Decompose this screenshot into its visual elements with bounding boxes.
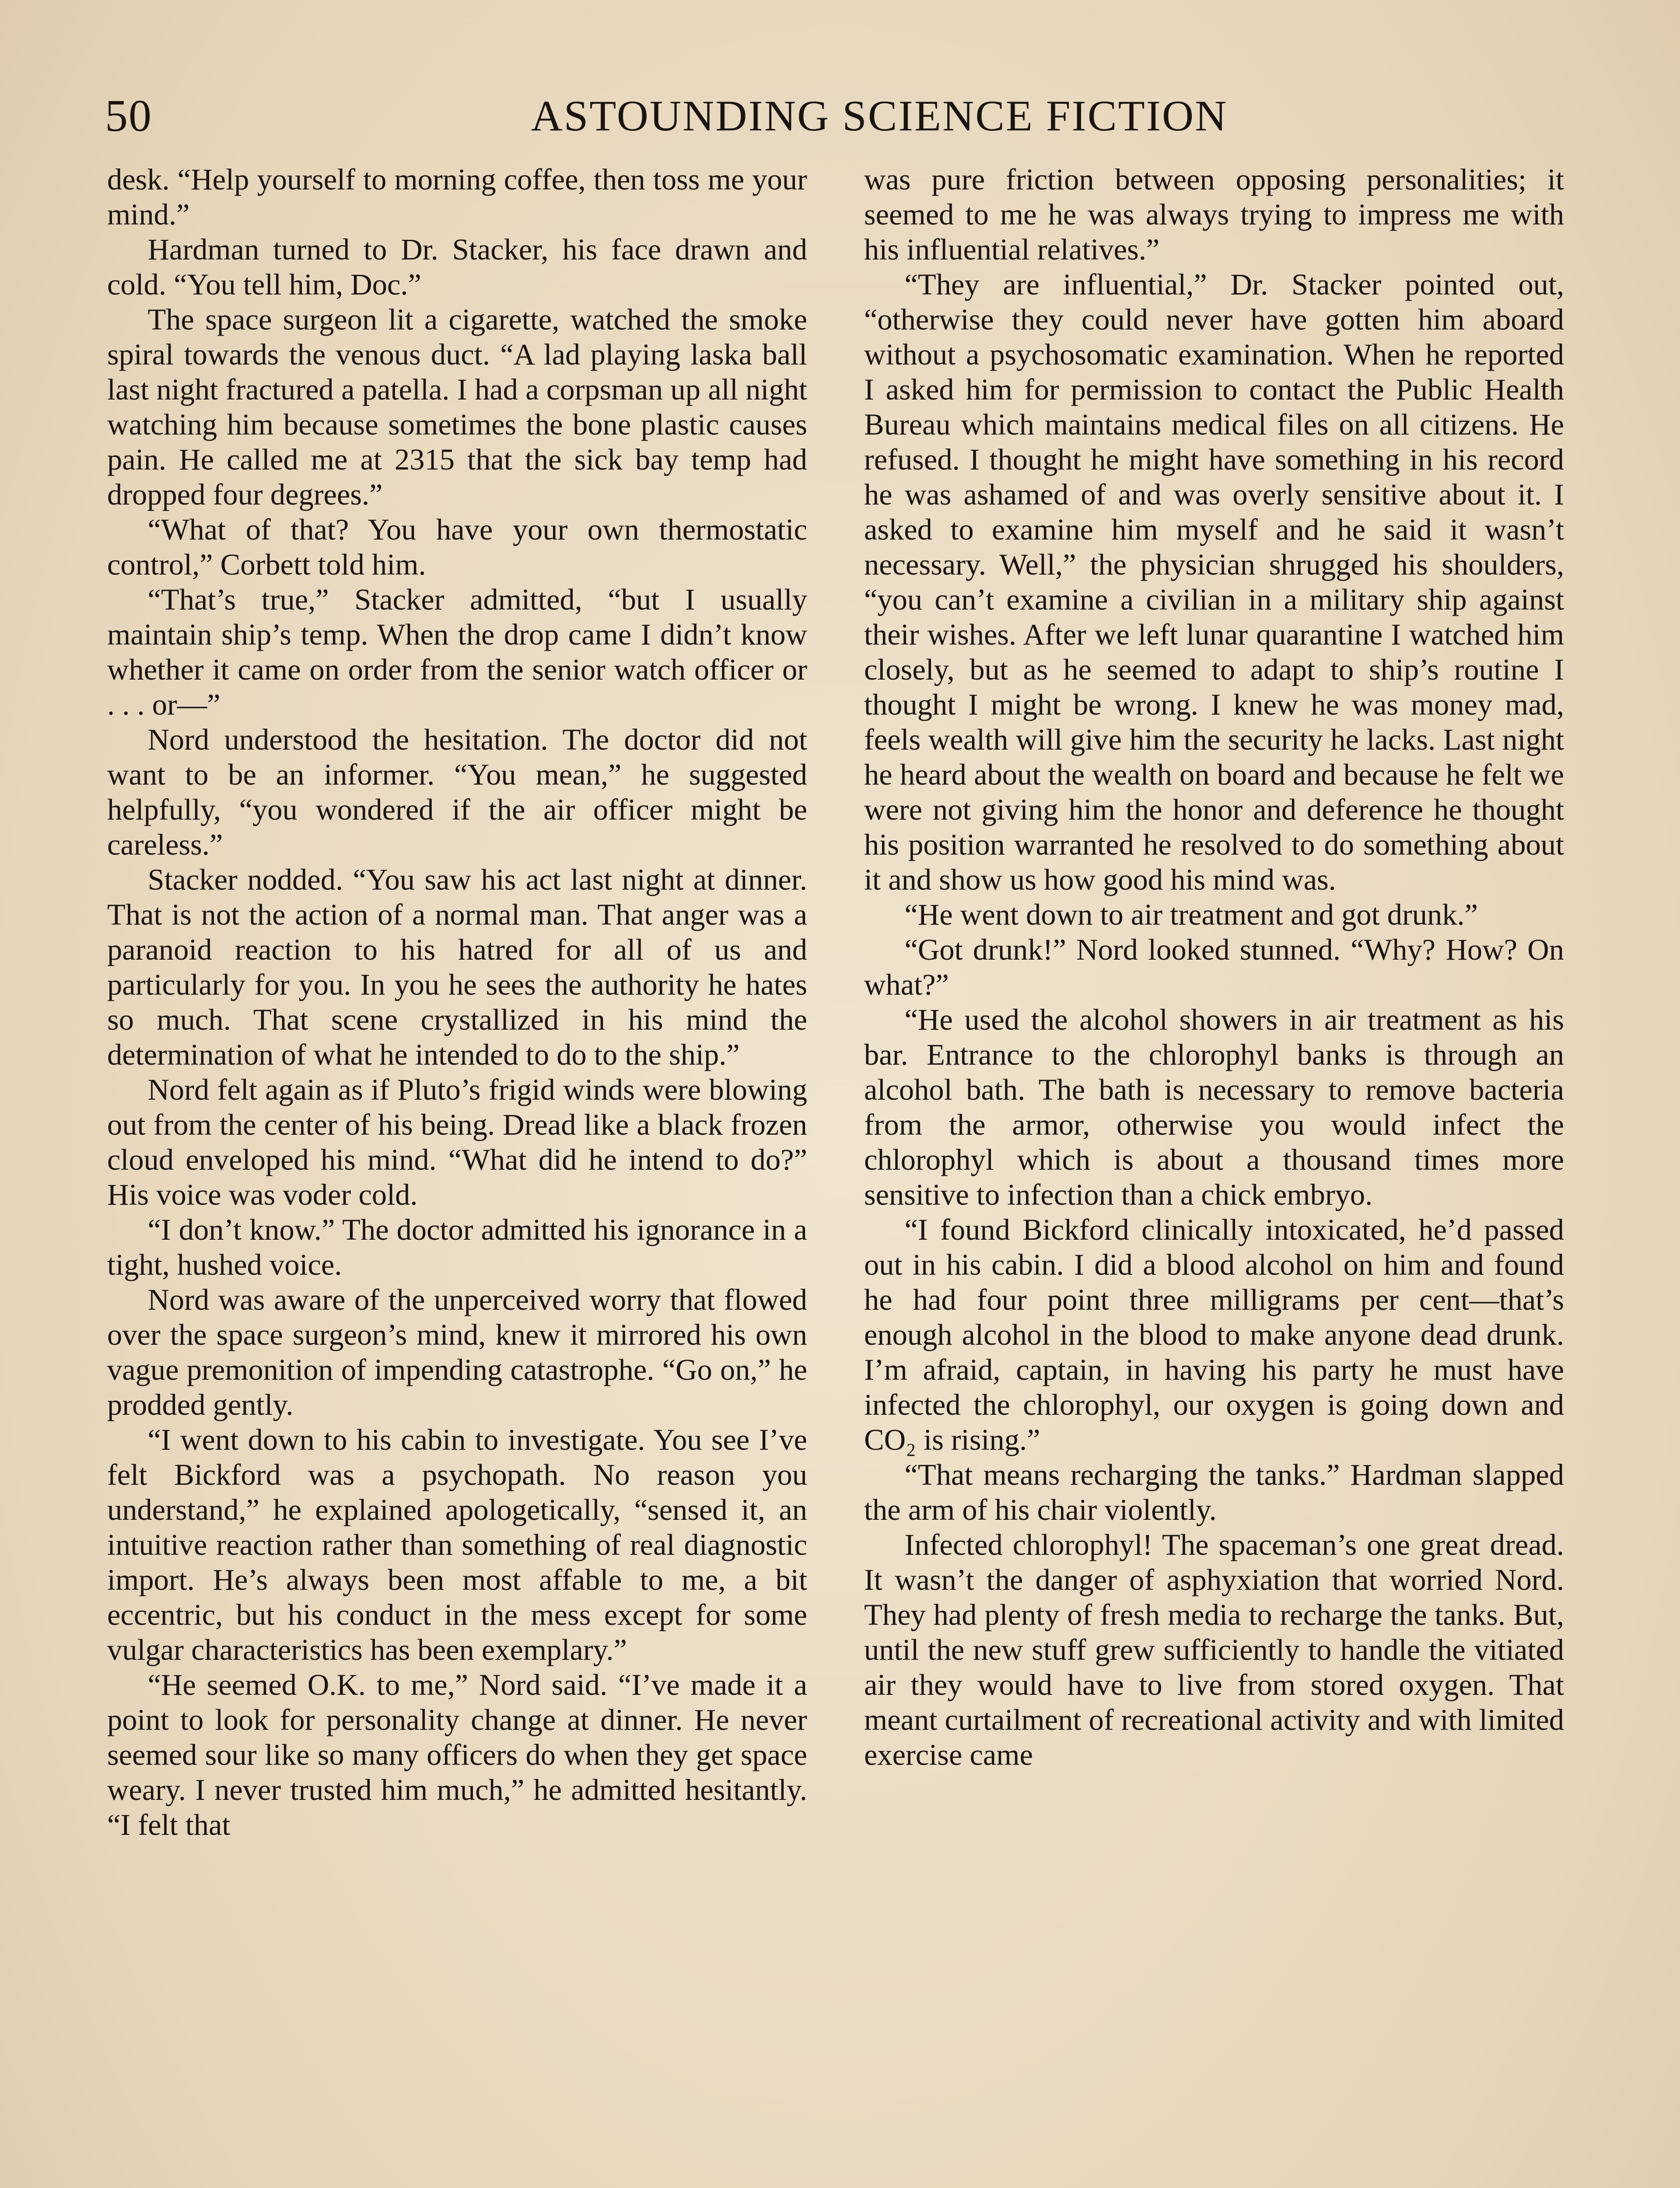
paragraph: Hardman turned to Dr. Stacker, his face drawn and cold. “You tell him, Doc.” — [107, 233, 807, 301]
paragraph: “They are influential,” Dr. Stacker pointed out, “otherwise they could never have gotten him aboard without a psychosomatic examination. When he reported I asked him for permission to contact the Public Health Bureau which maintains medical files on all citizens. He refused. I thought he might have something in his record he was ashamed of and was overly sensitive about it. I asked to examine him myself and he said it wasn’t necessary. Well,” the physician shrugged his shoulders, “you can’t examine a civilian in a military ship against their wishes. After we left lunar quarantine I watched him closely, but as he seemed to adapt to ship’s routine I thought I might be wrong. I knew he was money mad, feels wealth will give him the security he lacks. Last night he heard about the wealth on board and because he felt we were not giving him the honor and deference he thought his position warranted he resolved to do something about it and show us how good his mind was. — [864, 268, 1564, 896]
paragraph: “I went down to his cabin to investigate. You see I’ve felt Bickford was a psychopath. No reason you understand,” he explained apologetically, “sensed it, an intuitive reaction rather than something of real diagnostic import. He’s always been most affable to me, a bit eccentric, but his conduct in the mess except for some vulgar characteristics has been exemplary.” — [107, 1423, 807, 1666]
paragraph: “What of that? You have your own thermostatic control,” Corbett told him. — [107, 513, 807, 581]
page-header — [105, 83, 1584, 149]
paragraph: Nord was aware of the unperceived worry that flowed over the space surgeon’s mind, knew it mirrored his own vague premonition of impending catastrophe. “Go on,” he prodded gently. — [107, 1283, 807, 1421]
paragraph: “He went down to air treatment and got drunk.” — [904, 898, 1478, 931]
paragraph: Nord felt again as if Pluto’s frigid winds were blowing out from the center of his being. Dread like a black frozen cloud enveloped his mind. “What did he intend to do?” His voice was voder cold. — [107, 1073, 807, 1211]
paragraph: “I found Bickford clinically intoxicated, he’d passed out in his cabin. I did a blood alcohol on him and found he had four point three milligrams per cent—that’s enough alcohol in the blood to make anyone dead drunk. I’m afraid, captain, in having his party he must have infected the chlorophyl, our oxygen is going down and CO₂ is rising.” — [864, 1213, 1564, 1456]
paragraph: “He seemed O.K. to me,” Nord said. “I’ve made it a point to look for personality change at dinner. He never seemed sour like so many officers do when they get space weary. I never trusted him much,” he admitted hesitantly. “I felt that — [107, 1668, 807, 1841]
right-column — [864, 162, 1564, 2188]
paragraph: desk. “Help yourself to morning coffee, then toss me your mind.” — [107, 163, 807, 231]
paragraph: Infected chlorophyl! The spaceman’s one great dread. It wasn’t the danger of asphyxiation that worried Nord. They had plenty of fresh media to recharge the tanks. But, until the new stuff grew sufficiently to handle the vitiated air they would have to live from stored oxygen. That meant curtailment of recreational activity and with limited exercise came — [864, 1528, 1564, 1771]
paragraph: Stacker nodded. “You saw his act last night at dinner. That is not the action of a normal man. That anger was a paranoid reaction to his hatred for all of us and particularly for you. In you he sees the authority he hates so much. That scene crystallized in his mind the determination of what he intended to do to the ship.” — [107, 863, 807, 1071]
paragraph: “He used the alcohol showers in air treatment as his bar. Entrance to the chlorophyl banks is through an alcohol bath. The bath is necessary to remove bacteria from the armor, otherwise you would infect the chlorophyl which is about a thousand times more sensitive to infection than a chick embryo. — [864, 1003, 1564, 1211]
paragraph: The space surgeon lit a cigarette, watched the smoke spiral towards the venous duct. “A lad playing laska ball last night fractured a patella. I had a corpsman up all night watching him because sometimes the bone plastic causes pain. He called me at 2315 that the sick bay temp had dropped four degrees.” — [107, 303, 807, 511]
page-number: 50 — [105, 91, 152, 141]
paragraph: “That means recharging the tanks.” Hardman slapped the arm of his chair violently. — [864, 1458, 1564, 1526]
left-column — [107, 162, 807, 2188]
paragraph: “Got drunk!” Nord looked stunned. “Why? How? On what?” — [864, 933, 1564, 1001]
running-title: ASTOUNDING SCIENCE FICTION — [531, 91, 1228, 140]
paragraph: “I don’t know.” The doctor admitted his ignorance in a tight, hushed voice. — [107, 1213, 807, 1281]
paragraph: “That’s true,” Stacker admitted, “but I usually maintain ship’s temp. When the drop came I didn’t know whether it came on order from the senior watch officer or . . . or—” — [107, 583, 807, 721]
paragraph: Nord understood the hesitation. The doctor did not want to be an informer. “You mean,” he suggested helpfully, “you wondered if the air officer might be careless.” — [107, 723, 807, 861]
paragraph: was pure friction between opposing personalities; it seemed to me he was always trying to impress me with his influential relatives.” — [864, 163, 1564, 266]
